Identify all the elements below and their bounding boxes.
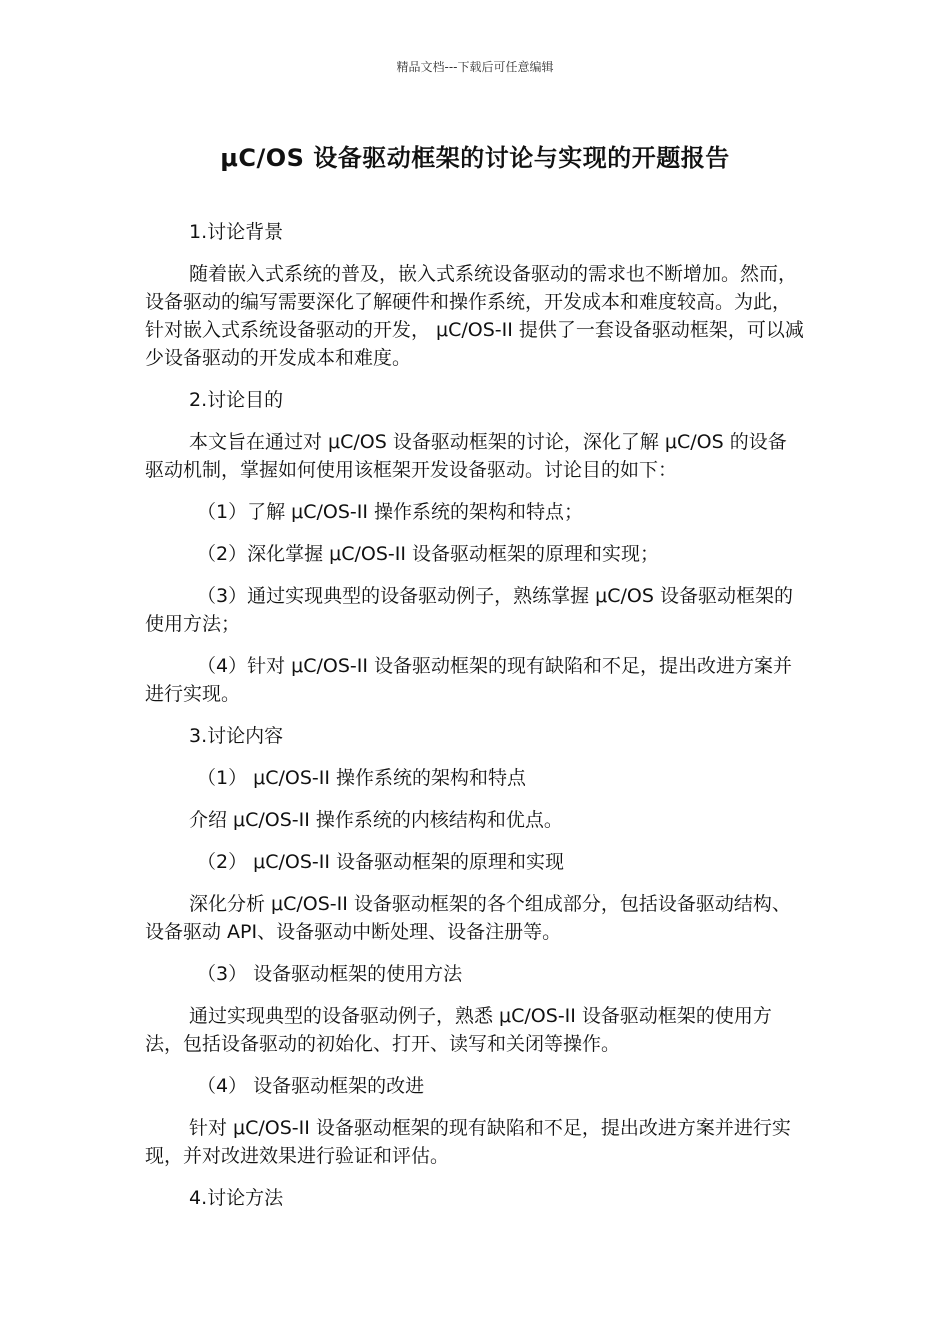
purpose-item-2: （2）深化掌握 μC/OS-II 设备驱动框架的原理和实现； bbox=[197, 543, 660, 565]
purpose-item-1: （1）了解 μC/OS-II 操作系统的架构和特点； bbox=[197, 501, 584, 523]
section-heading-background: 1.讨论背景 bbox=[189, 221, 284, 243]
content-paragraph-2: 深化分析 μC/OS-II 设备驱动框架的各个组成部分，包括设备驱动结构、设备驱动 API、设备驱动中断处理、设备注册等。 bbox=[145, 893, 791, 943]
section-heading-content: 3.讨论内容 bbox=[189, 725, 284, 747]
content-subheading-3: （3） 设备驱动框架的使用方法 bbox=[197, 963, 463, 985]
content-paragraph-3: 通过实现典型的设备驱动例子，熟悉 μC/OS-II 设备驱动框架的使用方法，包括设备驱动的初始化、打开、读写和关闭等操作。 bbox=[145, 1005, 772, 1055]
content-subheading-2: （2） μC/OS-II 设备驱动框架的原理和实现 bbox=[197, 851, 565, 873]
document-body bbox=[145, 218, 805, 1226]
document-title: μC/OS 设备驱动框架的讨论与实现的开题报告 bbox=[220, 144, 730, 172]
paragraph-purpose: 本文旨在通过对 μC/OS 设备驱动框架的讨论，深化了解 μC/OS 的设备驱动机制，掌握如何使用该框架开发设备驱动。讨论目的如下： bbox=[145, 431, 787, 481]
purpose-item-3: （3）通过实现典型的设备驱动例子，熟练掌握 μC/OS 设备驱动框架的使用方法； bbox=[145, 585, 793, 635]
section-heading-purpose: 2.讨论目的 bbox=[189, 389, 284, 411]
section-heading-method: 4.讨论方法 bbox=[189, 1187, 284, 1209]
content-paragraph-4: 针对 μC/OS-II 设备驱动框架的现有缺陷和不足，提出改进方案并进行实现，并对改进效果进行验证和评估。 bbox=[145, 1117, 791, 1167]
purpose-item-4: （4）针对 μC/OS-II 设备驱动框架的现有缺陷和不足，提出改进方案并进行实现。 bbox=[145, 655, 793, 705]
content-paragraph-1: 介绍 μC/OS-II 操作系统的内核结构和优点。 bbox=[189, 809, 563, 831]
content-subheading-4: （4） 设备驱动框架的改进 bbox=[197, 1075, 425, 1097]
content-subheading-1: （1） μC/OS-II 操作系统的架构和特点 bbox=[197, 767, 527, 789]
paragraph-background: 随着嵌入式系统的普及，嵌入式系统设备驱动的需求也不断增加。然而，设备驱动的编写需要深化了解硬件和操作系统，开发成本和难度较高。为此，针对嵌入式系统设备驱动的开发， μC/OS-II 提供了一套设备驱动框架，可以减少设备驱动的开发成本和难度。 bbox=[145, 263, 804, 369]
page-header: 精品文档---下载后可任意编辑 bbox=[396, 60, 554, 74]
